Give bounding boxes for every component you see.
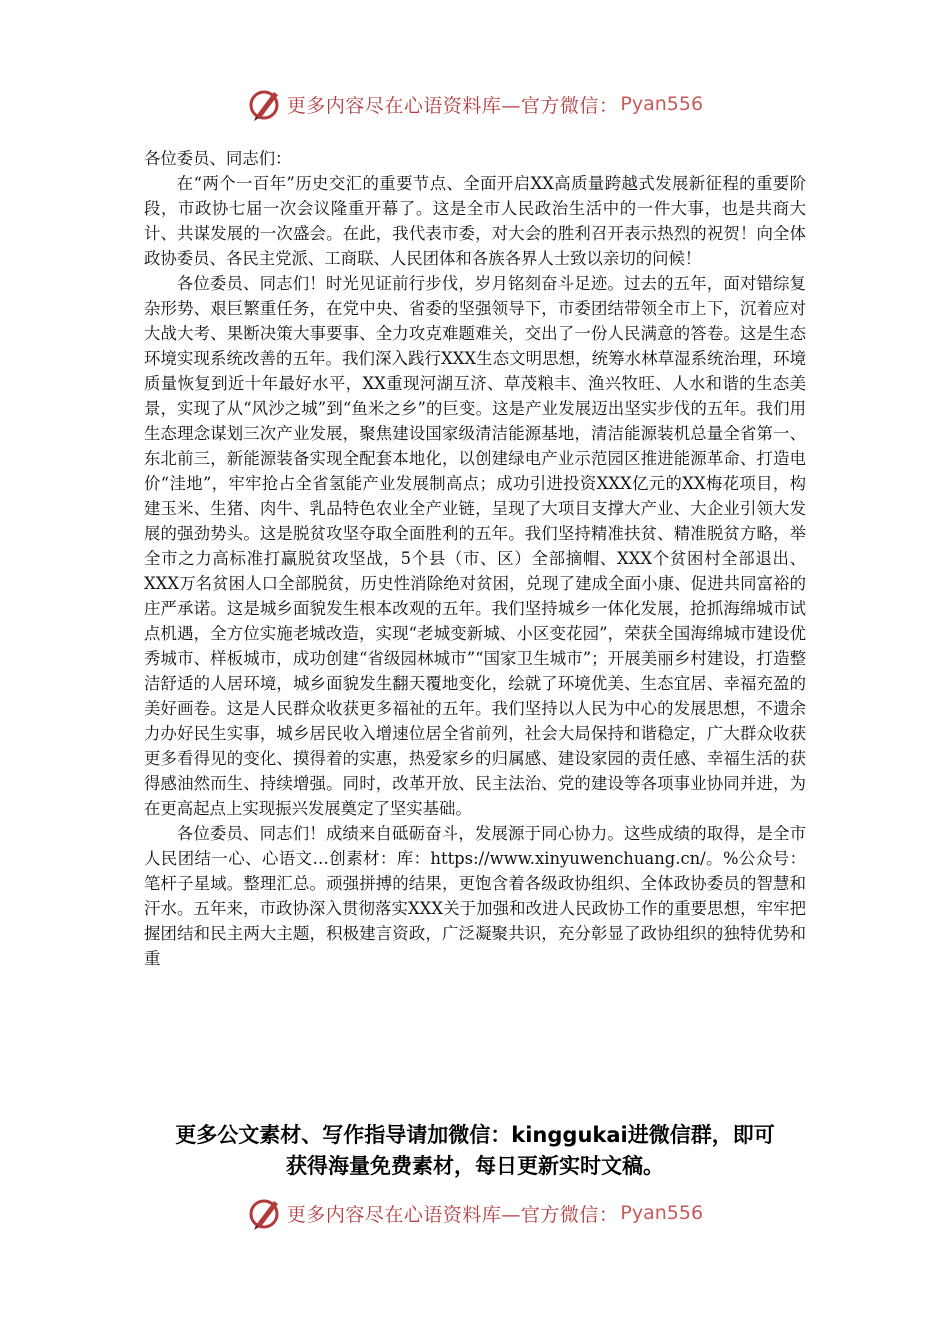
header-banner-text: 更多内容尽在心语资料库—官方微信： [286, 94, 619, 117]
promo-text [120, 1120, 830, 1182]
pen-logo-icon [247, 86, 283, 122]
salutation: 各位委员、同志们： [144, 149, 292, 168]
footer-banner-text: 更多内容尽在心语资料库—官方微信： [286, 1203, 619, 1226]
paragraph-2: 各位委员、同志们！时光见证前行步伐，岁月铭刻奋斗足迹。过去的五年，面对错综复杂形势、艰巨繁重任务，在党中央、省委的坚强领导下，市委团结带领全市上下，沉着应对大战大考、果断决策大事要事、全力攻克难题难关，交出了一份人民满意的答卷。这是生态环境实现系统改善的五年。我们深入践行XXX生态文明思想，统筹水林草湿系统治理，环境质量恢复到近十年最好水平，XX重现河湖互济、草茂粮丰、渔兴牧旺、人水和谐的生态美景，实现了从“风沙之城”到“鱼米之乡”的巨变。这是产业发展迈出坚实步伐的五年。我们用生态理念谋划三次产业发展，聚焦建设国家级清洁能源基地，清洁能源装机总量全省第一、东北前三，新能源装备实现全配套本地化，以创建绿电产业示范园区推进能源革命、打造电价“洼地”，牢牢抢占全省氢能产业发展制高点；成功引进投资XXX亿元的XX梅花项目，构建玉米、生猪、肉牛、乳品特色农业全产业链，呈现了大项目支撑大产业、大企业引领大发展的强劲势头。这是脱贫攻坚夺取全面胜利的五年。我们坚持精准扶贫、精准脱贫方略，举全市之力高标准打赢脱贫攻坚战，5个县（市、区）全部摘帽、XXX个贫困村全部退出、XXX万名贫困人口全部脱贫，历史性消除绝对贫困，兑现了建成全面小康、促进共同富裕的庄严承诺。这是城乡面貌发生根本改观的五年。我们坚持城乡一体化发展，抢抓海绵城市试点机遇，全方位实施老城改造，实现“老城变新城、小区变花园”，荣获全国海绵城市建设优秀城市、样板城市，成功创建“省级园林城市”“国家卫生城市”；开展美丽乡村建设，打造整洁舒适的人居环境，城乡面貌发生翻天覆地变化，绘就了环境优美、生态宜居、幸福充盈的美好画卷。这是人民群众收获更多福祉的五年。我们坚持以人民为中心的发展思想，不遗余力办好民生实事，城乡居民收入增速位居全省前列，社会大局保持和谐稳定，广大群众收获更多看得见的变化、摸得着的实惠，热爱家乡的归属感、建设家园的责任感、幸福生活的获得感油然而生、持续增强。同时，改革开放、民主法治、党的建设等各项事业协同并进，为在更高起点上实现振兴发展奠定了坚实基础。 [144, 274, 806, 818]
document-body [144, 146, 806, 971]
promo-line-2: 获得海量免费素材，每日更新实时文稿。 [286, 1154, 664, 1178]
promo-line-1: 更多公文素材、写作指导请加微信：kinggukai进微信群，即可 [175, 1123, 775, 1147]
paragraph-3: 各位委员、同志们！成绩来自砥砺奋斗，发展源于同心协力。这些成绩的取得，是全市人民团结一心、心语文…创素材：库：https://www.xinyuwenchuang.cn/。%公众号：笔杆子星域。整理汇总。顽强拼搏的结果，更饱含着各级政协组织、全体政协委员的智慧和汗水。五年来，市政协深入贯彻落实XXX关于加强和改进人民政协工作的重要思想，牢牢把握团结和民主两大主题，积极建言资政，广泛凝聚共识，充分彰显了政协组织的独特优势和重 [144, 824, 806, 968]
paragraph-1: 在“两个一百年”历史交汇的重要节点、全面开启XX高质量跨越式发展新征程的重要阶段，市政协七届一次会议隆重开幕了。这是全市人民政治生活中的一件大事，也是共商大计、共谋发展的一次盛会。在此，我代表市委，对大会的胜利召开表示热烈的祝贺！向全体政协委员、各民主党派、工商联、人民团体和各族各界人士致以亲切的问候！ [144, 174, 806, 268]
header-banner [0, 84, 950, 124]
header-banner-id: Pyan556 [620, 93, 704, 115]
pen-logo-icon [247, 1195, 283, 1231]
footer-banner [0, 1193, 950, 1233]
footer-banner-id: Pyan556 [620, 1202, 704, 1224]
